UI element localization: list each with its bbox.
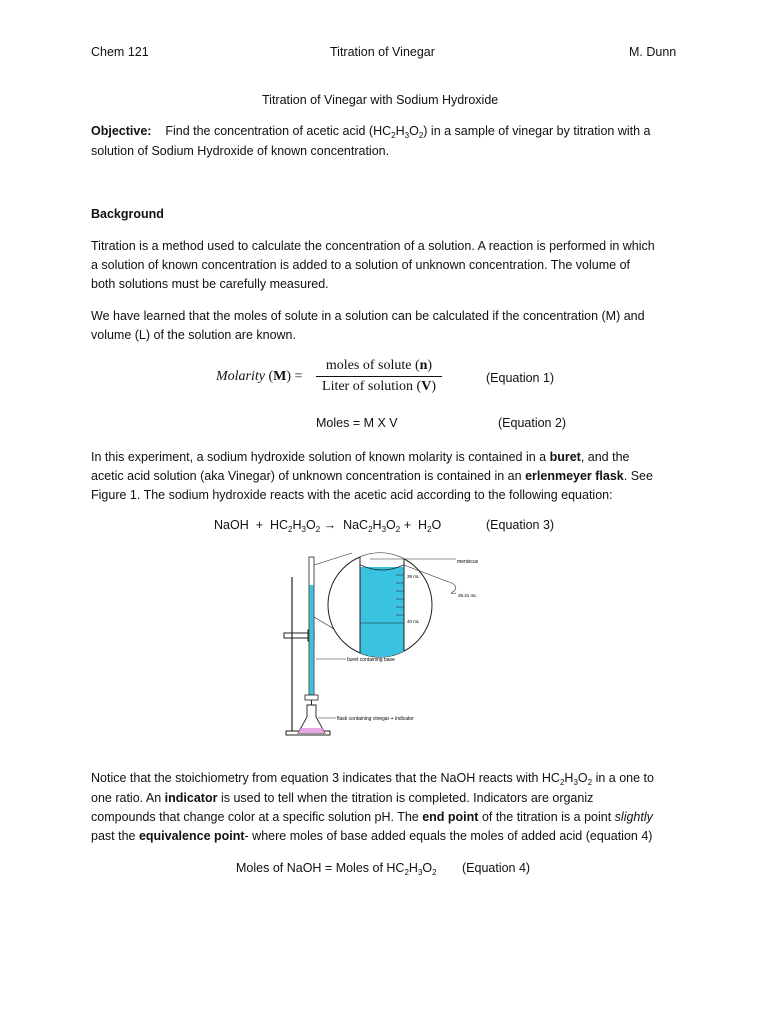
- equation-2: Moles = M X V: [316, 416, 398, 430]
- equation-2-label: (Equation 2): [498, 416, 567, 430]
- paragraph-line: In this experiment, a sodium hydroxide solution of known molarity is contained in a buret, and the: [91, 450, 630, 464]
- equation-4-label: (Equation 4): [462, 861, 531, 875]
- header-title: Titration of Vinegar: [330, 45, 435, 59]
- paragraph-line: both solutions must be carefully measured.: [91, 277, 329, 291]
- equation-1-numerator: moles of solute (n): [325, 358, 433, 373]
- objective-line-1: Objective: Find the concentration of acetic acid $(HC_2H_3O_2)$ in a sample of vinegar by titration with a: [91, 124, 651, 140]
- label-39ml: 39 mL: [407, 574, 420, 579]
- header-course: Chem 121: [91, 45, 149, 59]
- titration-figure: [270, 545, 510, 745]
- paragraph-line: compounds that change color at a specific solution pH. The end point of the titration is a point slightly: [91, 810, 653, 824]
- flask-label: flask containing vinegar + indicator: [337, 716, 414, 722]
- paragraph-line: one ratio. An indicator is used to tell when the titration is completed. Indicators are organiz: [91, 791, 594, 805]
- header-author: M. Dunn: [629, 45, 677, 59]
- paragraph-line: Titration is a method used to calculate the concentration of a solution. A reaction is performed in which: [91, 239, 655, 253]
- flask-solution: [298, 728, 325, 733]
- paragraph-line: Figure 1. The sodium hydroxide reacts with the acetic acid according to the following equation:: [91, 488, 613, 502]
- reaction-arrow: →: [323, 518, 337, 532]
- equation-1-lhs: Molarity (M) =: [216, 369, 303, 384]
- document-title: Titration of Vinegar with Sodium Hydroxide: [262, 93, 499, 107]
- objective-label: Objective:: [91, 124, 152, 138]
- background-heading: Background: [91, 207, 164, 221]
- buret-label: buret containing base: [347, 657, 395, 663]
- label-3931ml: 39.31 mL: [458, 593, 477, 598]
- equation-3: NaOH + $HC_2H_3O_2 \to NaC_2H_3O_2 + H_2O$: [214, 518, 442, 534]
- equation-3-label: (Equation 3): [486, 518, 555, 532]
- paragraph-line: a solution of known concentration is added to a solution of unknown concentration. The volume of: [91, 258, 631, 272]
- stopcock: [305, 695, 318, 700]
- objective-line-2: solution of Sodium Hydroxide of known concentration.: [91, 144, 390, 158]
- base-in-buret: [310, 585, 314, 697]
- zoom-line-top: [314, 553, 352, 565]
- paragraph-line: past the equivalence point- where moles of base added equals the moles of added acid (equation 4): [91, 829, 653, 843]
- equation-1-fraction: [314, 358, 444, 395]
- equation-4: Moles of NaOH = Moles of $HC_2H_3O_2$: [236, 861, 437, 877]
- magnified-base: [361, 567, 404, 665]
- paragraph-line: acetic acid solution (aka Vinegar) of unknown concentration is contained in an erlenmeyer flask. See: [91, 469, 653, 483]
- label-40ml: 40 mL: [407, 619, 420, 624]
- equation-1-denominator: Liter of solution (V): [322, 379, 436, 394]
- meniscus-label: meniscus: [457, 559, 479, 565]
- paragraph-line: Notice that the stoichiometry from equation 3 indicates that the NaOH reacts with $HC_2H_3O_2$ in a one to: [91, 771, 654, 787]
- equation-1-label: (Equation 1): [486, 371, 555, 385]
- paragraph-line: volume (L) of the solution are known.: [91, 328, 296, 342]
- paragraph-line: We have learned that the moles of solute in a solution can be calculated if the concentration (M) and: [91, 309, 645, 323]
